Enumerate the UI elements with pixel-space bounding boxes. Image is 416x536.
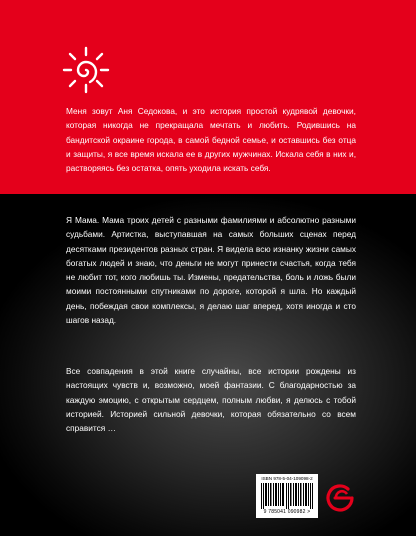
disclaimer-paragraph: Все совпадения в этой книге случайны, все истории рождены из настоящих чувств и, возможно, моей фантазии. С благодарностью за каждую эмоцию, с открытым сердцем, полным любви, я делюсь с тобой историей. Историей сильной девочки, которая обязательно со всем справится …: [66, 366, 356, 434]
publisher-e-logo: [326, 484, 356, 512]
sun-spiral-icon: [60, 44, 112, 96]
intro-paragraph: Меня зовут Аня Седокова, и это история простой кудрявой девочки, которая никогда не прекращала мечтать и любить. Родившись на бандитской окраине города, в самой бедной семье, и оставшись без отца и защиты, я все время искала ее в других мужчинах. Искала себя в них и, растворяясь без остатка, опять уходила искать себя.: [66, 106, 356, 174]
mother-paragraph: Я Мама. Мама троих детей с разными фамилиями и абсолютно разными судьбами. Артистка, выступавшая на самых больших сценах перед десятками президентов разных стран. Я видела всю изнанку жизни самых богатых людей и знаю, что деньги не могут принести счастья, когда тебя не любит тот, кого любишь ты. Измены, предательства, боль и ложь были моими постоянными спутниками по дороге, которой я шла. Но каждый день, побеждая свои комплексы, я делаю шаг вперед, хотя иногда и сто шагов назад.: [66, 215, 356, 326]
barcode-digits: 9 785041 090982 >: [263, 509, 311, 515]
barcode-block: [256, 474, 318, 518]
barcode-bars: [261, 483, 313, 509]
isbn-text: ISBN 978-5-04-109098-2: [261, 476, 313, 481]
